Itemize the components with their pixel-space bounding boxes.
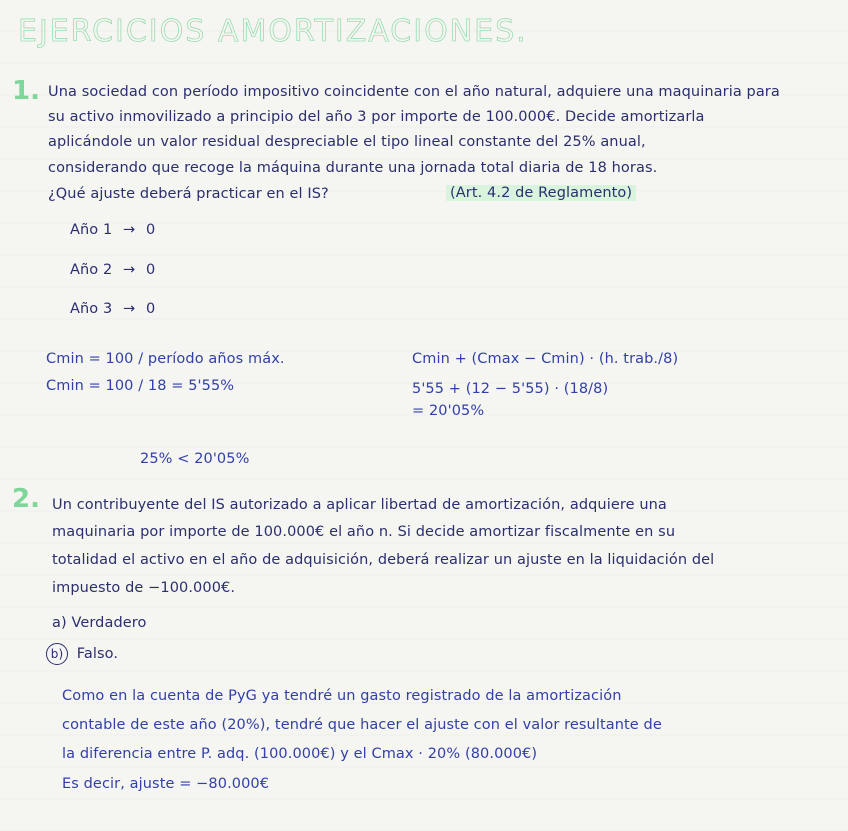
answer-line-3: la diferencia entre P. adq. (100.000€) y el Cmax · 20% (80.000€) bbox=[62, 746, 538, 762]
year-2-value: 0 bbox=[146, 262, 156, 278]
year-2-row bbox=[70, 262, 155, 278]
option-b-label: Falso. bbox=[76, 646, 119, 662]
exercise-1-line-1: Una sociedad con período impositivo coincidente con el año natural, adquiere una maquinaria para bbox=[48, 84, 780, 100]
year-2-label: Año 2 bbox=[70, 262, 113, 278]
option-b-row bbox=[46, 643, 118, 665]
option-a: a) Verdadero bbox=[52, 615, 147, 631]
arrow-icon: → bbox=[123, 262, 136, 278]
arrow-icon: → bbox=[123, 301, 136, 317]
answer-line-4: Es decir, ajuste = −80.000€ bbox=[62, 776, 270, 792]
answer-line-1: Como en la cuenta de PyG ya tendré un gasto registrado de la amortización bbox=[62, 688, 622, 704]
exercise-2-line-4: impuesto de −100.000€. bbox=[52, 580, 236, 596]
year-3-label: Año 3 bbox=[70, 301, 113, 317]
year-1-value: 0 bbox=[146, 222, 156, 238]
calc-right-line-3: = 20'05% bbox=[412, 403, 485, 419]
exercise-2-line-2: maquinaria por importe de 100.000€ el año n. Si decide amortizar fiscalmente en su bbox=[52, 524, 676, 540]
year-3-row bbox=[70, 301, 155, 317]
exercise-2-line-3: totalidad el activo en el año de adquisición, deberá realizar un ajuste en la liquidación del bbox=[52, 552, 715, 568]
exercise-2-number: 2. bbox=[12, 484, 40, 514]
option-b-circle-mark: b) bbox=[46, 643, 68, 665]
arrow-icon: → bbox=[123, 222, 136, 238]
year-1-row bbox=[70, 222, 155, 238]
calc-left-line-1: Cmin = 100 / período años máx. bbox=[46, 351, 285, 367]
exercise-2-line-1: Un contribuyente del IS autorizado a aplicar libertad de amortización, adquiere una bbox=[52, 497, 667, 513]
exercise-1-line-4: considerando que recoge la máquina durante una jornada total diaria de 18 horas. bbox=[48, 160, 658, 176]
exercise-1-conclusion: 25% < 20'05% bbox=[140, 451, 250, 467]
exercise-1-line-3: aplicándole un valor residual despreciable el tipo lineal constante del 25% anual, bbox=[48, 134, 646, 150]
year-3-value: 0 bbox=[146, 301, 156, 317]
calc-left-line-2: Cmin = 100 / 18 = 5'55% bbox=[46, 378, 235, 394]
exercise-1-number: 1. bbox=[12, 76, 40, 106]
calc-right-line-2: 5'55 + (12 − 5'55) · (18/8) bbox=[412, 381, 609, 397]
exercise-1-line-5: ¿Qué ajuste deberá practicar en el IS? bbox=[48, 186, 329, 202]
page-title: EJERCICIOS AMORTIZACIONES. bbox=[18, 14, 528, 49]
exercise-1-reference: (Art. 4.2 de Reglamento) bbox=[446, 185, 636, 201]
calc-right-line-1: Cmin + (Cmax − Cmin) · (h. trab./8) bbox=[412, 351, 679, 367]
year-1-label: Año 1 bbox=[70, 222, 113, 238]
answer-line-2: contable de este año (20%), tendré que hacer el ajuste con el valor resultante de bbox=[62, 717, 662, 733]
exercise-1-line-2: su activo inmovilizado a principio del año 3 por importe de 100.000€. Decide amortizarla bbox=[48, 109, 705, 125]
